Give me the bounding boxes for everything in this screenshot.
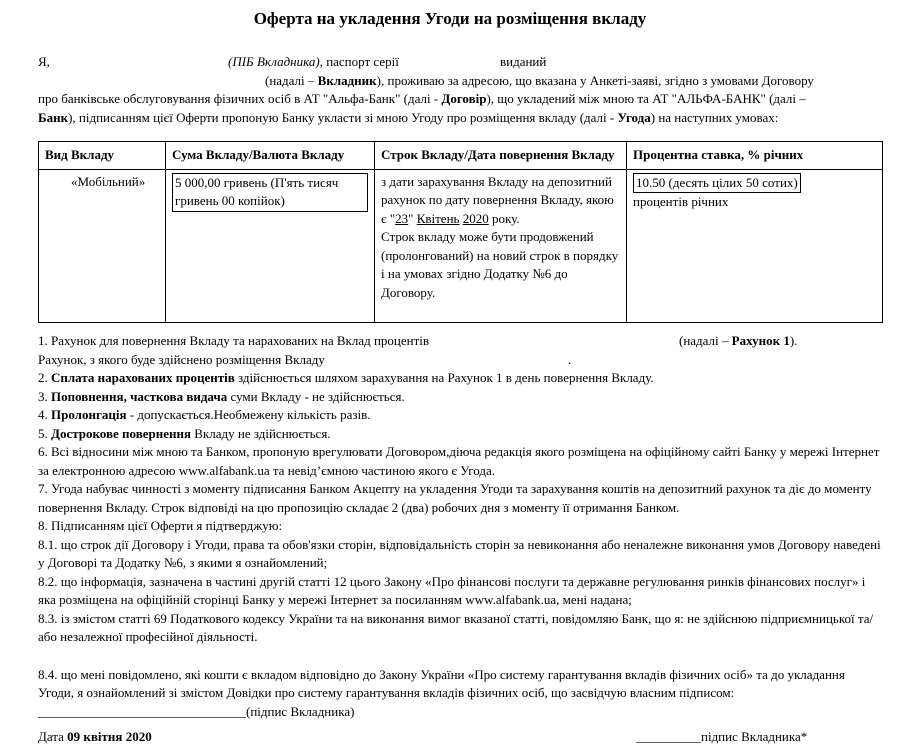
date-block: [38, 728, 152, 747]
intro-text: ), проживаю за адресою, що вказана у Анкеті-заяві, згідно з умовами Договору: [376, 72, 814, 88]
clause-5: [38, 425, 882, 444]
document-title: Оферта на укладення Угоди на розміщення вкладу: [253, 9, 647, 28]
cell-rate: [627, 169, 883, 322]
term-extension: Строк вкладу може бути продовжений (пролонгований) на новий строк в порядку і на умовах згідно Додатку №6 до Договору.: [381, 229, 619, 300]
clause-text: здійснюється шляхом зарахування на Рахунок 1 в день повернення Вкладу.: [234, 370, 654, 385]
clause-8-4: 8.4. що мені повідомлено, які кошти є вкладом відповідно до Закону України «Про систему гарантування вкладів фізичних осіб» та до укладання Угоди, я ознайомлений зі змістом Довідки про систему гарантування вкладів фізичних осіб, що засвідчую власним підписом:: [38, 666, 845, 700]
clause-title: Сплата нарахованих процентів: [51, 370, 235, 385]
intro-paragraph: [38, 53, 878, 127]
clause-text: суми Вкладу - не здійснюється.: [227, 388, 405, 404]
return-month: Квітень: [416, 210, 460, 226]
clause-title: Пролонгація: [51, 407, 127, 422]
term-text: з дати зарахування Вкладу на депозитний рахунок по дату повернення Вкладу, якою є ": [381, 173, 614, 226]
header-amount: Сума Вкладу/Валюта Вкладу: [166, 142, 375, 170]
offer-conditions: [38, 332, 882, 721]
clause-text: .: [568, 351, 572, 367]
clause-8-3: 8.3. із змістом статті 69 Податкового кодексу України та на виконання вимог вказаної статті, повідомляю Банк, що я: не здійснюю підприємницької та/або незалежної професійної діяльності.: [38, 610, 874, 644]
header-rate: Процентна ставка, % річних: [627, 142, 883, 170]
intro-line-1: [38, 53, 878, 72]
clause-text: 4.: [38, 407, 51, 422]
footer: [38, 728, 882, 747]
clause-text: 3.: [38, 388, 51, 404]
amount-field: 5 000,00 гривень (П'ять тисяч гривень 00 копійок): [172, 173, 368, 212]
clause-2: [38, 369, 882, 388]
clause-text: - допускається.Необмежену кількість разів.: [126, 407, 371, 422]
clause-text: Вкладу не здійснюється.: [191, 425, 331, 441]
term-depositor: Вкладник: [317, 72, 377, 88]
clause-4: [38, 406, 882, 425]
cell-amount: [166, 169, 375, 322]
header-deposit-type: Вид Вкладу: [39, 142, 166, 170]
clause-8-2: 8.2. що інформація, зазначена в частині другій статті 12 цього Закону «Про фінансові послуги та державне регулювання ринків фінансових послуг» і яка розміщена на офіційній сторінці Банку у мережі Інтернет за посиланням www.alfabank.ua, мені надана;: [38, 573, 866, 607]
term-account-1: Рахунок 1: [731, 333, 790, 348]
intro-line-3: [38, 90, 878, 109]
clause-1-line-2: [38, 351, 882, 370]
return-year: 2020: [462, 210, 489, 226]
date-value: 09 квітня 2020: [67, 729, 152, 744]
cell-deposit-type: «Мобільний»: [39, 169, 166, 322]
clause-text: 5.: [38, 425, 51, 441]
intro-text: ), підписанням цієї Оферти пропоную Банку укласти зі мною Угоду про розміщення вкладу (далі -: [68, 109, 618, 125]
clause-8-1: 8.1. що строк дії Договору і Угоди, права та обов'язки сторін, відповідальність сторін за невиконання або неналежне виконання умов Договору наведені у Договорі та Додатку №6, з якими я ознайомлений;: [38, 536, 881, 570]
clause-text: 2.: [38, 370, 51, 385]
clause-8: 8. Підписанням цієї Оферти я підтверджую:: [38, 518, 283, 533]
intro-text: (надалі –: [265, 72, 318, 88]
intro-line-2: [38, 72, 878, 91]
table-row: [39, 169, 883, 322]
depositor-signature-line: ________________________________(підпис Вкладника): [38, 703, 355, 719]
footer-signature: __________підпис Вкладника*: [636, 729, 808, 744]
clause-3: [38, 388, 882, 407]
term-text: ": [408, 210, 417, 226]
clause-title: Поповнення, часткова видача: [51, 388, 228, 404]
account-1-label: [679, 332, 797, 351]
cell-term: [375, 169, 627, 322]
rate-suffix: процентів річних: [633, 194, 729, 209]
clause-text: Рахунок, з якого буде здійснено розміщення Вкладу: [38, 351, 325, 367]
intro-line-4: [38, 109, 878, 128]
intro-name-placeholder: [228, 53, 399, 72]
clause-title: Дострокове повернення: [51, 425, 191, 441]
term-agreement: Договір: [441, 91, 487, 106]
clause-6: 6. Всі відносини між мною та Банком, пропоную врегулювати Договором,діюча редакція якого розміщена на офіційному сайті Банку у мережі Інтернет за електронною адресою www.alfabank.ua та невід’ємною частиною якого є Угода.: [38, 444, 880, 478]
table-header-row: [39, 142, 883, 170]
intro-text: ) на наступних умовах:: [650, 109, 779, 125]
passport-label: , паспорт серії: [319, 54, 399, 69]
term-contract: Угода: [617, 109, 651, 125]
term-bank: Банк: [38, 109, 69, 125]
return-day: 23: [395, 210, 409, 226]
term-return-date: [381, 173, 620, 229]
spacer: [38, 647, 882, 666]
deposit-terms-table: [38, 141, 883, 323]
clause-text: (надалі –: [679, 333, 732, 348]
clause-text: 1. Рахунок для повернення Вкладу та нарахованих на Вклад процентів: [38, 333, 430, 348]
pib-hint: (ПІБ Вкладника): [228, 54, 320, 69]
clause-text: ).: [789, 333, 798, 348]
issued-label: виданий: [500, 54, 547, 69]
rate-field: 10.50 (десять цілих 50 сотих): [633, 173, 801, 194]
date-label: Дата: [38, 729, 68, 744]
clause-7: 7. Угода набуває чинності з моменту підписання Банком Акцепту на укладення Угоди та зарахування коштів на депозитний рахунок та діє до моменту повернення Вкладу. Строк відповіді на цю пропозицію складає 2 (два) робочих дня з моменту її отримання Банком.: [38, 481, 872, 515]
header-term: Строк Вкладу/Дата повернення Вкладу: [375, 142, 627, 170]
clause-1: [38, 332, 882, 351]
intro-text: ), що укладений між мною та АТ "АЛЬФА-БАНК" (далі –: [486, 91, 806, 106]
intro-text: про банківське обслуговування фізичних осіб в АТ "Альфа-Банк" (далі -: [38, 91, 442, 106]
intro-i-label: Я,: [38, 54, 50, 69]
term-text: року.: [488, 210, 520, 226]
